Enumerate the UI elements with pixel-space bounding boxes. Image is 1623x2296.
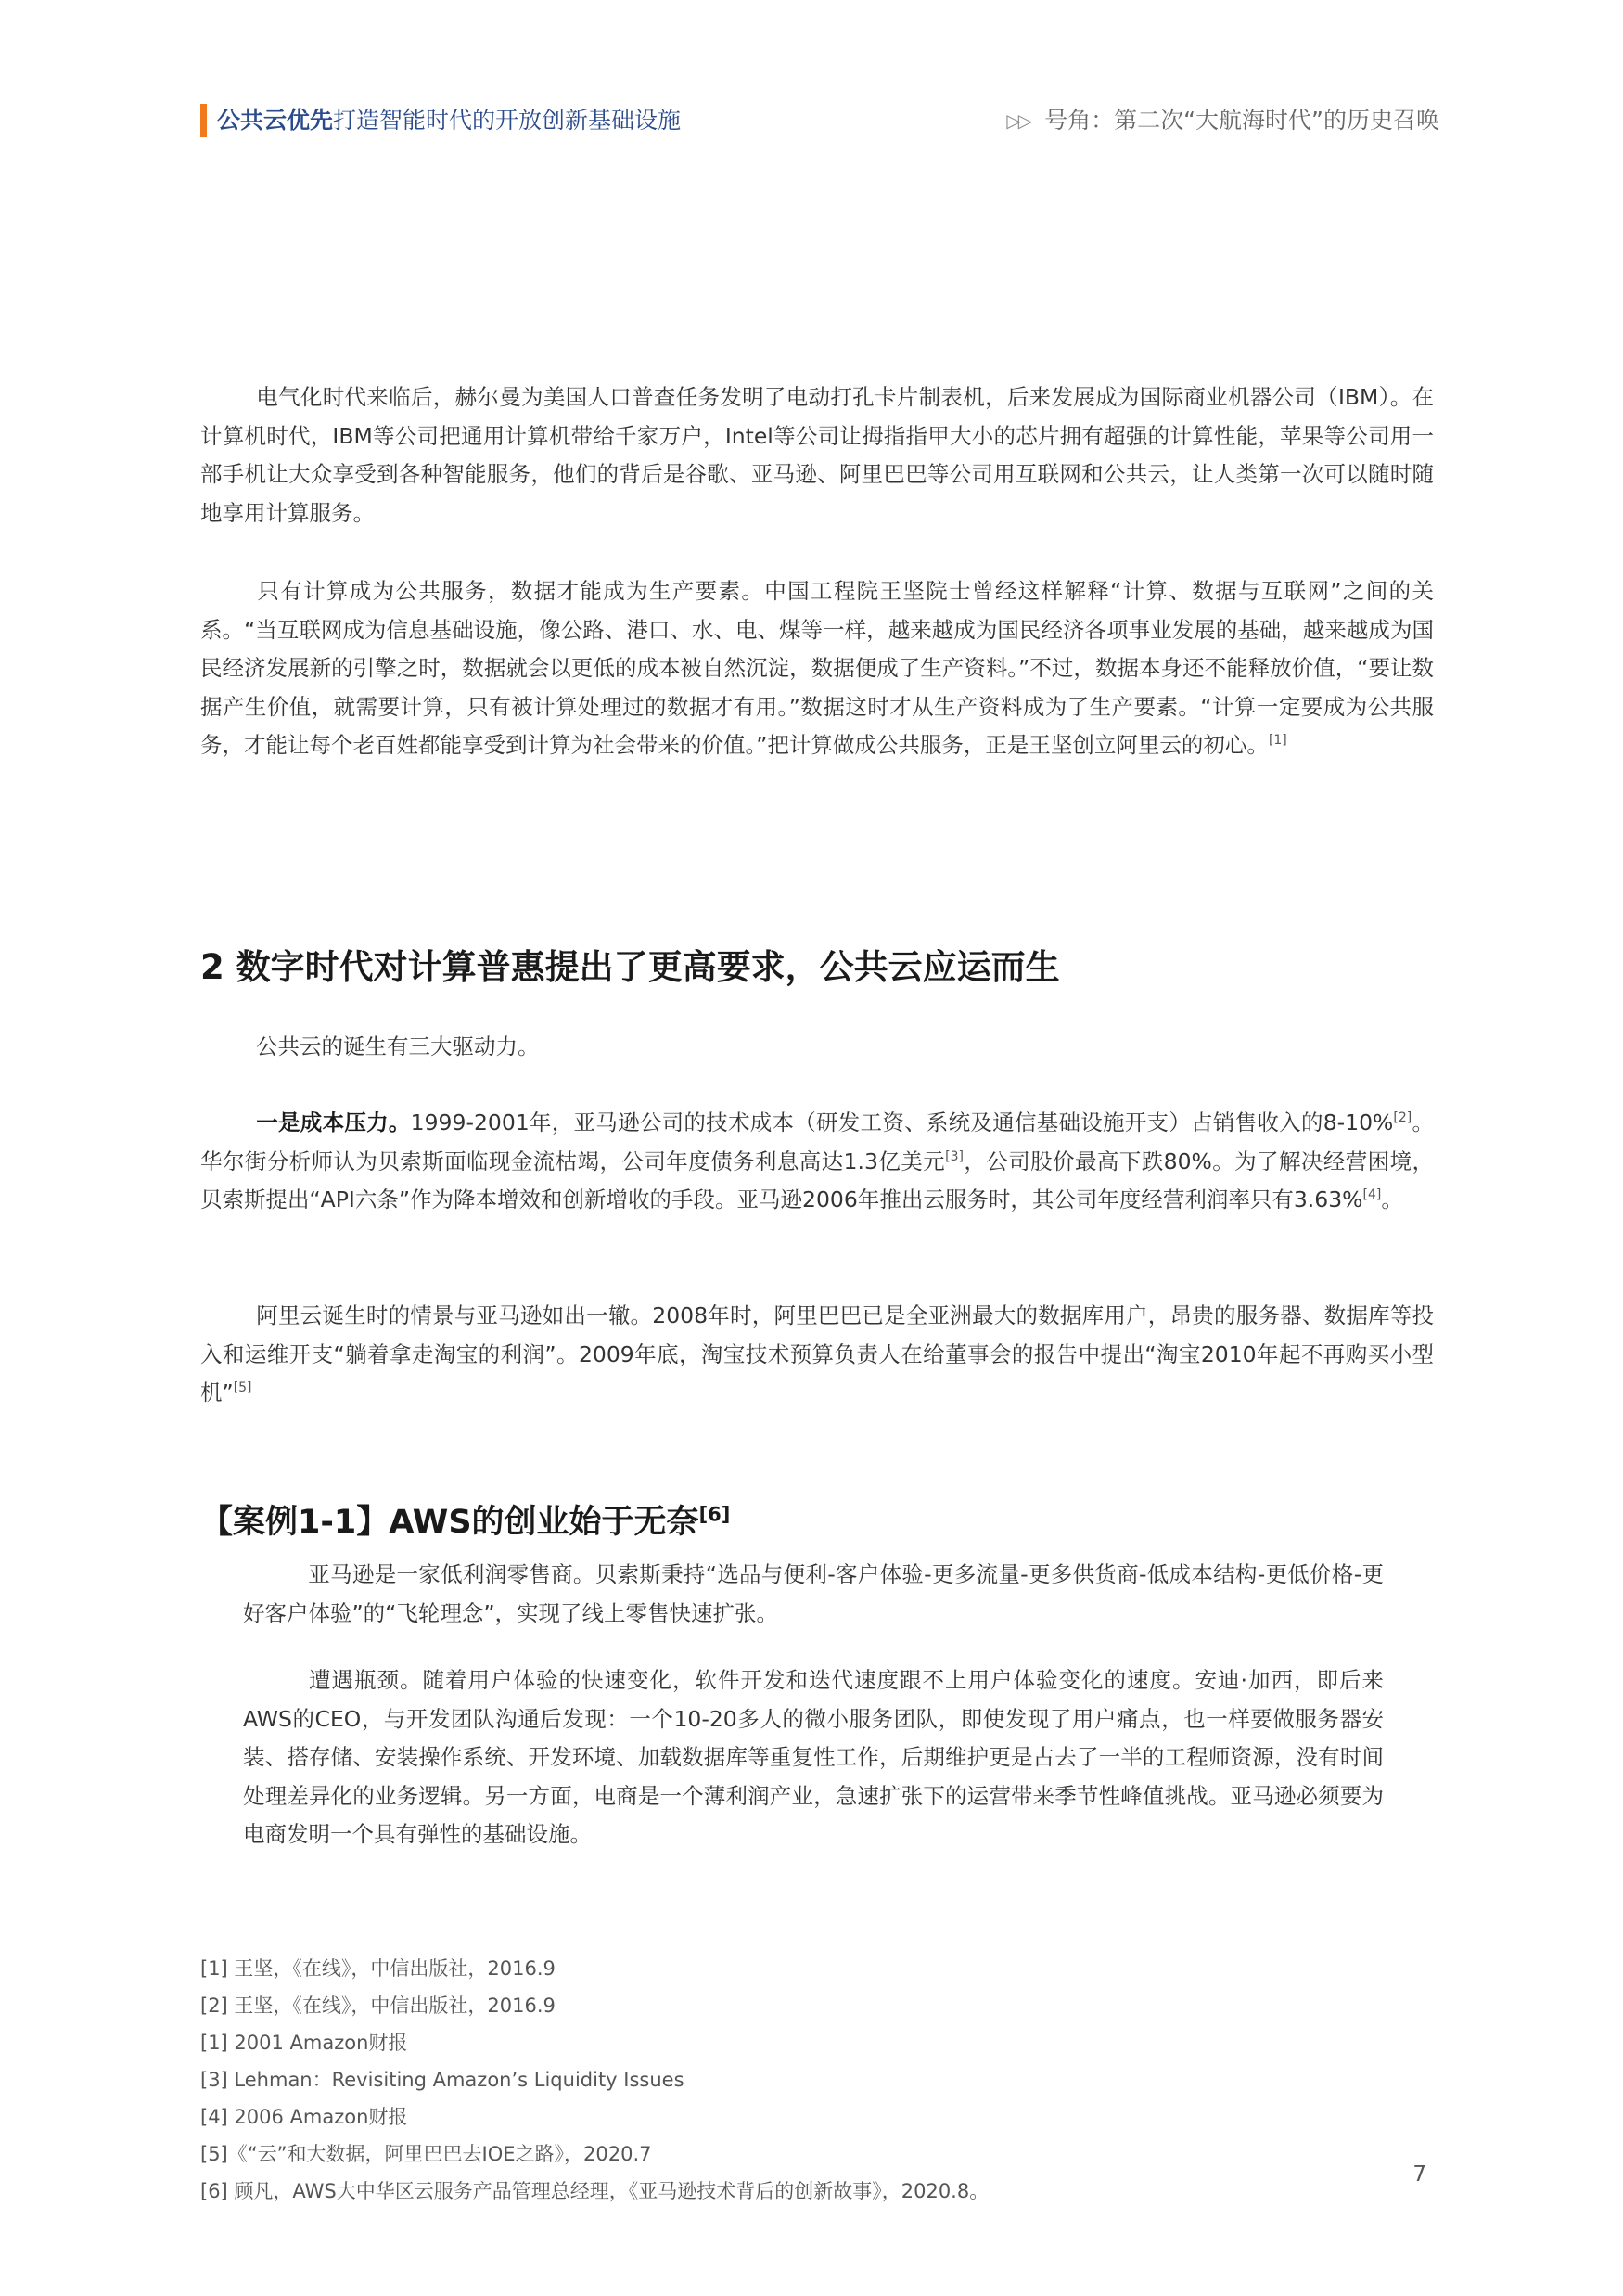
footnote-ref: [4] [1362,1187,1382,1203]
case-heading: 【案例1-1】AWS的创业始于无奈[6] [200,1503,731,1541]
body-paragraph-2: 只有计算成为公共服务，数据才能成为生产要素。中国工程院王坚院士曾经这样解释“计算、数据与互联网”之间的关系。“当互联网成为信息基础设施，像公路、港口、水、电、煤等一样，越来越成为国民经济各项事业发展的基础，越来越成为国民经济发展新的引擎之时，数据就会以更低的成本被自然沉淀，数据便成了生产资料。”不过，数据本身还不能释放价值，“要让数据产生价值，就需要计算，只有被计算处理过的数据才有用。”数据这时才从生产资料成为了生产要素。“计算一定要成为公共服务，才能让每个老百姓都能享受到计算为社会带来的价值。”把计算做成公共服务，正是王坚创立阿里云的初心。[1] [200,578,1434,758]
footnote: [2] 王坚，《在线》，中信出版社，2016.9 [200,1995,556,2017]
body-paragraph-1: 电气化时代来临后，赫尔曼为美国人口普查任务发明了电动打孔卡片制表机，后来发展成为国际商业机器公司（IBM）。在计算机时代，IBM等公司把通用计算机带给千家万户，Intel等公司让拇指指甲大小的芯片拥有超强的计算性能，苹果等公司用一部手机让大众享受到各种智能服务，他们的背后是谷歌、亚马逊、阿里巴巴等公司用互联网和公共云，让人类第一次可以随时随地享用计算服务。 [200,384,1434,526]
footnote: [1] 王坚，《在线》，中信出版社，2016.9 [200,1957,556,1980]
header-section-title: 号角：第二次“大航海时代”的历史召唤 [1044,107,1439,134]
footnote-ref: [1] [1268,733,1287,749]
footnote-ref: [5] [233,1380,252,1396]
header-accent-bar [200,104,207,137]
footnote: [4] 2006 Amazon财报 [200,2106,408,2128]
footnote: [3] Lehman：Revisiting Amazon’s Liquidity Issues [200,2069,684,2091]
body-paragraph-4: 一是成本压力。1999-2001年，亚马逊公司的技术成本（研发工资、系统及通信基础设施开支）占销售收入的8-10%[2]。华尔街分析师认为贝索斯面临现金流枯竭，公司年度债务利息高达1.3亿美元[3]，公司股价最高下跌80%。为了解决经营困境，贝索斯提出“API六条”作为降本增效和创新增收的手段。亚马逊2006年推出云服务时，其公司年度经营利润率只有3.63%[4]。 [200,1110,1435,1212]
footnote: [5]《“云”和大数据，阿里巴巴去IOE之路》，2020.7 [200,2143,652,2165]
body-paragraph-5: 阿里云诞生时的情景与亚马逊如出一辙。2008年时，阿里巴巴已是全亚洲最大的数据库用户，昂贵的服务器、数据库等投入和运维开支“躺着拿走淘宝的利润”。2009年底，淘宝技术预算负责人在给董事会的报告中提出“淘宝2010年起不再购买小型机”[5] [200,1302,1434,1405]
double-arrow-icon: ▷▷ [1006,109,1030,132]
case-paragraph-1: 亚马逊是一家低利润零售商。贝索斯秉持“选品与便利-客户体验-更多流量-更多供货商-低成本结构-更低价格-更好客户体验”的“飞轮理念”，实现了线上零售快速扩张。 [243,1561,1384,1626]
footnote: [6] 顾凡，AWS大中华区云服务产品管理总经理，《亚马逊技术背后的创新故事》，2020.8。 [200,2180,990,2202]
footnote: [1] 2001 Amazon财报 [200,2032,408,2054]
section-heading: 2 数字时代对计算普惠提出了更高要求，公共云应运而生 [200,947,1060,987]
footnote-ref: [2] [1393,1110,1412,1126]
paragraph-lead: 一是成本压力。 [256,1110,411,1135]
header-title-rest: 打造智能时代的开放创新基础设施 [333,107,682,134]
page-number: 7 [1412,2162,1426,2187]
header-title-bold: 公共云优先 [217,107,334,134]
case-paragraph-2: 遭遇瓶颈。随着用户体验的快速变化，软件开发和迭代速度跟不上用户体验变化的速度。安迪·加西，即后来AWS的CEO，与开发团队沟通后发现：一个10-20多人的微小服务团队，即使发现了用户痛点，也一样要做服务器安装、搭存储、安装操作系统、开发环境、加载数据库等重复性工作，后期维护更是占去了一半的工程师资源，没有时间处理差异化的业务逻辑。另一方面，电商是一个薄利润产业，急速扩张下的运营带来季节性峰值挑战。亚马逊必须要为电商发明一个具有弹性的基础设施。 [243,1667,1384,1847]
footnote-list [200,1950,1406,2210]
footnote-ref: [6] [698,1503,731,1526]
body-paragraph-3: 公共云的诞生有三大驱动力。 [256,1033,540,1059]
header-title [217,102,681,139]
header-section [1006,102,1439,139]
footnote-ref: [3] [945,1148,964,1164]
